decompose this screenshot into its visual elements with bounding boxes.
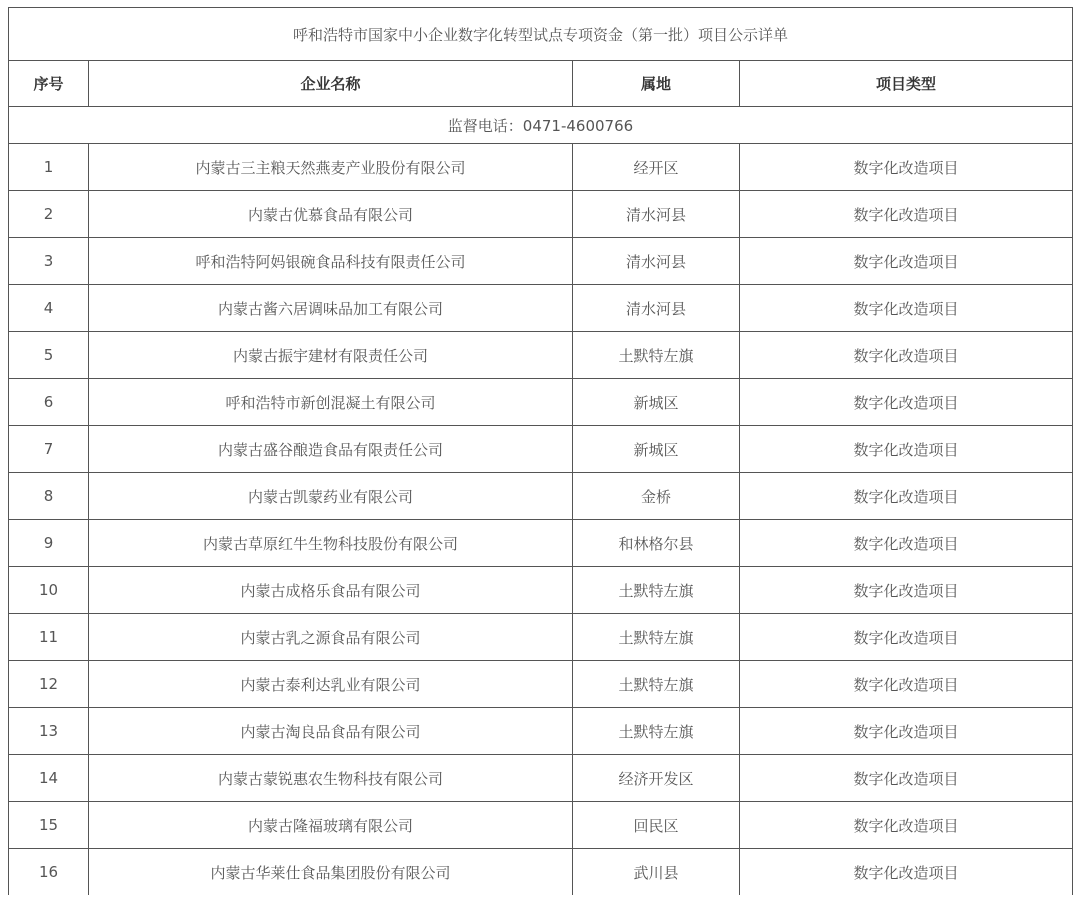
cell-company: 内蒙古华莱仕食品集团股份有限公司 bbox=[89, 849, 573, 896]
cell-location: 清水河县 bbox=[573, 191, 740, 238]
cell-project-type: 数字化改造项目 bbox=[740, 285, 1073, 332]
cell-company: 内蒙古优慕食品有限公司 bbox=[89, 191, 573, 238]
table-row bbox=[9, 614, 1073, 661]
table-row bbox=[9, 661, 1073, 708]
cell-project-type: 数字化改造项目 bbox=[740, 191, 1073, 238]
cell-index: 2 bbox=[9, 191, 89, 238]
phone-row bbox=[9, 107, 1073, 144]
table-row bbox=[9, 426, 1073, 473]
cell-location: 清水河县 bbox=[573, 285, 740, 332]
project-table bbox=[8, 7, 1073, 895]
cell-company: 内蒙古蒙锐惠农生物科技有限公司 bbox=[89, 755, 573, 802]
table-row bbox=[9, 191, 1073, 238]
cell-index: 8 bbox=[9, 473, 89, 520]
cell-index: 10 bbox=[9, 567, 89, 614]
cell-company: 内蒙古乳之源食品有限公司 bbox=[89, 614, 573, 661]
table-row bbox=[9, 285, 1073, 332]
header-location: 属地 bbox=[573, 61, 740, 107]
table-row bbox=[9, 520, 1073, 567]
table-row bbox=[9, 332, 1073, 379]
cell-index: 5 bbox=[9, 332, 89, 379]
header-index: 序号 bbox=[9, 61, 89, 107]
cell-index: 9 bbox=[9, 520, 89, 567]
table-row bbox=[9, 473, 1073, 520]
cell-company: 呼和浩特阿妈银碗食品科技有限责任公司 bbox=[89, 238, 573, 285]
table-row bbox=[9, 755, 1073, 802]
cell-location: 经济开发区 bbox=[573, 755, 740, 802]
cell-location: 新城区 bbox=[573, 379, 740, 426]
cell-project-type: 数字化改造项目 bbox=[740, 661, 1073, 708]
cell-company: 呼和浩特市新创混凝土有限公司 bbox=[89, 379, 573, 426]
title-row bbox=[9, 8, 1073, 61]
cell-project-type: 数字化改造项目 bbox=[740, 473, 1073, 520]
cell-index: 11 bbox=[9, 614, 89, 661]
header-project-type: 项目类型 bbox=[740, 61, 1073, 107]
cell-project-type: 数字化改造项目 bbox=[740, 802, 1073, 849]
cell-project-type: 数字化改造项目 bbox=[740, 567, 1073, 614]
cell-project-type: 数字化改造项目 bbox=[740, 238, 1073, 285]
cell-location: 和林格尔县 bbox=[573, 520, 740, 567]
cell-index: 12 bbox=[9, 661, 89, 708]
table-title: 呼和浩特市国家中小企业数字化转型试点专项资金（第一批）项目公示详单 bbox=[9, 8, 1073, 61]
cell-location: 土默特左旗 bbox=[573, 332, 740, 379]
cell-project-type: 数字化改造项目 bbox=[740, 755, 1073, 802]
cell-project-type: 数字化改造项目 bbox=[740, 708, 1073, 755]
cell-project-type: 数字化改造项目 bbox=[740, 144, 1073, 191]
cell-location: 经开区 bbox=[573, 144, 740, 191]
cell-location: 回民区 bbox=[573, 802, 740, 849]
cell-company: 内蒙古泰利达乳业有限公司 bbox=[89, 661, 573, 708]
table-row bbox=[9, 379, 1073, 426]
cell-project-type: 数字化改造项目 bbox=[740, 614, 1073, 661]
table-row bbox=[9, 849, 1073, 896]
cell-location: 土默特左旗 bbox=[573, 708, 740, 755]
cell-location: 清水河县 bbox=[573, 238, 740, 285]
cell-index: 13 bbox=[9, 708, 89, 755]
cell-index: 16 bbox=[9, 849, 89, 896]
cell-company: 内蒙古凯蒙药业有限公司 bbox=[89, 473, 573, 520]
cell-index: 1 bbox=[9, 144, 89, 191]
cell-company: 内蒙古隆福玻璃有限公司 bbox=[89, 802, 573, 849]
cell-project-type: 数字化改造项目 bbox=[740, 426, 1073, 473]
cell-company: 内蒙古酱六居调味品加工有限公司 bbox=[89, 285, 573, 332]
cell-location: 土默特左旗 bbox=[573, 567, 740, 614]
cell-company: 内蒙古三主粮天然燕麦产业股份有限公司 bbox=[89, 144, 573, 191]
cell-location: 金桥 bbox=[573, 473, 740, 520]
cell-index: 3 bbox=[9, 238, 89, 285]
table-row bbox=[9, 144, 1073, 191]
table-row bbox=[9, 238, 1073, 285]
cell-index: 7 bbox=[9, 426, 89, 473]
cell-index: 14 bbox=[9, 755, 89, 802]
cell-index: 15 bbox=[9, 802, 89, 849]
cell-location: 武川县 bbox=[573, 849, 740, 896]
cell-location: 土默特左旗 bbox=[573, 614, 740, 661]
table-row bbox=[9, 567, 1073, 614]
cell-location: 新城区 bbox=[573, 426, 740, 473]
cell-index: 6 bbox=[9, 379, 89, 426]
cell-company: 内蒙古成格乐食品有限公司 bbox=[89, 567, 573, 614]
cell-company: 内蒙古盛谷酿造食品有限责任公司 bbox=[89, 426, 573, 473]
cell-project-type: 数字化改造项目 bbox=[740, 379, 1073, 426]
table-row bbox=[9, 708, 1073, 755]
cell-company: 内蒙古淘良品食品有限公司 bbox=[89, 708, 573, 755]
cell-project-type: 数字化改造项目 bbox=[740, 332, 1073, 379]
header-row bbox=[9, 61, 1073, 107]
cell-company: 内蒙古振宇建材有限责任公司 bbox=[89, 332, 573, 379]
header-company: 企业名称 bbox=[89, 61, 573, 107]
supervision-phone: 监督电话：0471-4600766 bbox=[9, 107, 1073, 144]
table-row bbox=[9, 802, 1073, 849]
cell-company: 内蒙古草原红牛生物科技股份有限公司 bbox=[89, 520, 573, 567]
cell-location: 土默特左旗 bbox=[573, 661, 740, 708]
cell-project-type: 数字化改造项目 bbox=[740, 520, 1073, 567]
cell-index: 4 bbox=[9, 285, 89, 332]
cell-project-type: 数字化改造项目 bbox=[740, 849, 1073, 896]
